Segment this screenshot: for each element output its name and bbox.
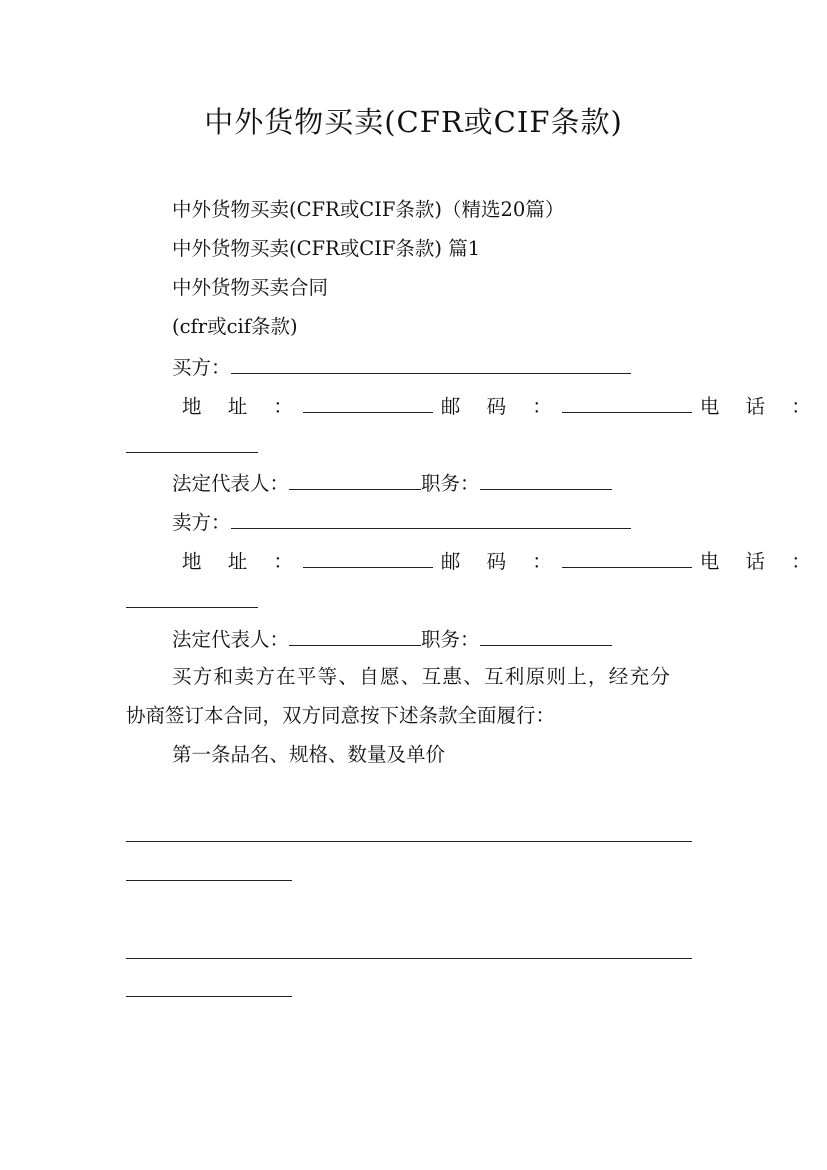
seller-name-blank[interactable] [231, 506, 631, 529]
seller-address-blank[interactable] [303, 545, 433, 568]
document-subtitle: 中外货物买卖(CFR或CIF条款)（精选20篇） [172, 198, 565, 221]
article-1-blank-line-1[interactable] [126, 841, 692, 842]
buyer-legal-rep-blank[interactable] [289, 467, 421, 490]
seller-postcode-label: 邮 码 ： [440, 550, 562, 573]
buyer-label: 买方： [172, 356, 231, 379]
buyer-rep-row [172, 467, 612, 499]
article-1-heading: 第一条品名、规格、数量及单价 [172, 743, 446, 766]
part-heading: 中外货物买卖(CFR或CIF条款) 篇1 [172, 237, 481, 260]
intro-line-1: 买方和卖方在平等、自愿、互惠、互利原则上，经充分 [172, 665, 672, 688]
seller-phone-blank[interactable] [126, 607, 258, 608]
seller-phone-label: 电 话 ： [699, 550, 821, 573]
seller-legal-rep-blank[interactable] [289, 623, 421, 646]
intro-line-2: 协商签订本合同，双方同意按下述条款全面履行： [126, 704, 556, 727]
article-1-blank-line-2[interactable] [126, 880, 292, 881]
buyer-postcode-blank[interactable] [562, 390, 692, 413]
buyer-phone-label: 电 话 ： [699, 395, 821, 418]
buyer-position-label: 职务： [421, 472, 480, 495]
seller-position-label: 职务： [421, 628, 480, 651]
contract-terms: (cfr或cif条款) [172, 315, 298, 338]
buyer-name-blank[interactable] [231, 351, 631, 374]
buyer-phone-blank[interactable] [126, 452, 258, 453]
article-1-blank-line-3[interactable] [126, 958, 692, 959]
seller-position-blank[interactable] [480, 623, 612, 646]
buyer-postcode-label: 邮 码 ： [440, 395, 562, 418]
article-1-blank-line-4[interactable] [126, 996, 292, 997]
document-title: 中外货物买卖(CFR或CIF条款) [204, 105, 623, 139]
buyer-address-blank[interactable] [303, 390, 433, 413]
seller-row [172, 506, 631, 538]
buyer-position-blank[interactable] [480, 467, 612, 490]
contract-name: 中外货物买卖合同 [172, 276, 329, 299]
buyer-address-row [182, 390, 821, 422]
seller-legal-rep-label: 法定代表人： [172, 628, 290, 651]
seller-postcode-blank[interactable] [562, 545, 692, 568]
buyer-address-label: 地 址 ： [182, 395, 303, 418]
seller-label: 卖方： [172, 511, 231, 534]
buyer-legal-rep-label: 法定代表人： [172, 472, 290, 495]
seller-address-row [182, 545, 821, 577]
seller-rep-row [172, 623, 612, 655]
buyer-row [172, 351, 631, 383]
seller-address-label: 地 址 ： [182, 550, 303, 573]
